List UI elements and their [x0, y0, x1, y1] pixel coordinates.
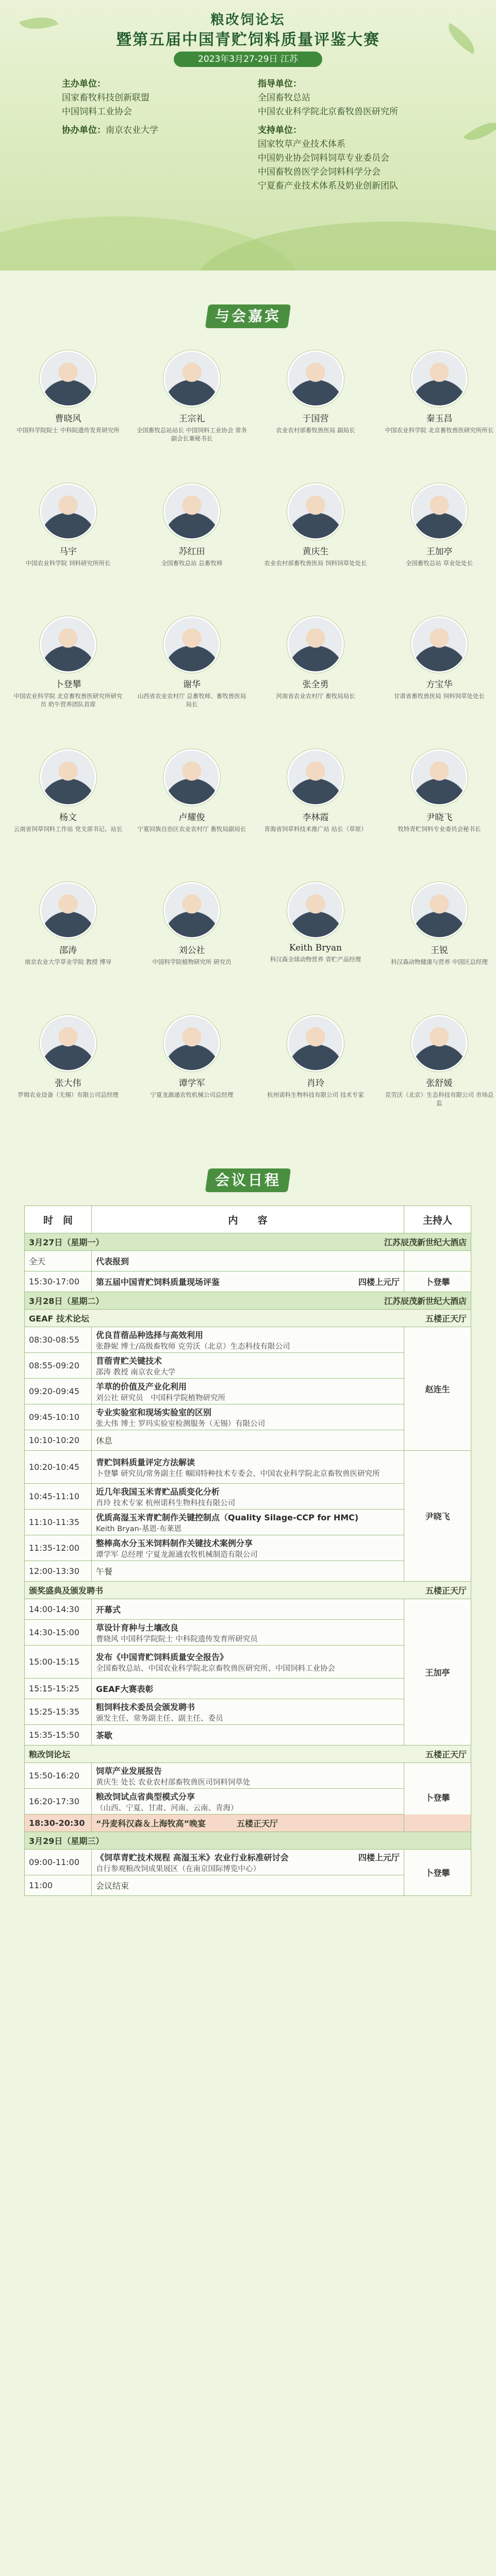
agenda-time: 14:00-14:30	[25, 1599, 92, 1620]
hill-decoration	[196, 222, 496, 270]
avatar	[40, 1015, 96, 1072]
agenda-topic: 茶歇	[96, 1731, 113, 1740]
agenda-content	[92, 1379, 404, 1404]
guest-name: 曹晓风	[55, 414, 81, 424]
guest-name: 卢耀俊	[178, 812, 205, 823]
agenda-host: 卜登攀	[404, 1272, 471, 1292]
avatar	[40, 749, 96, 806]
agenda-topic: “丹麦科汉森＆上海牧高”晚宴	[96, 1819, 206, 1828]
guest-card	[259, 882, 372, 963]
agenda-content	[92, 1646, 404, 1679]
agenda-topic: 苜蓿青贮关键技术	[96, 1355, 162, 1366]
avatar	[163, 749, 220, 806]
avatar	[411, 350, 468, 407]
agenda-time: 全天	[25, 1251, 92, 1272]
agenda-topic: 优质高湿玉米青贮制作关键控制点（Quality Silage-CCP for HMC)	[96, 1512, 359, 1522]
agenda-time: 16:20-17:30	[25, 1789, 92, 1815]
agenda-section-label: 3月29日（星期三）	[29, 1836, 104, 1846]
agenda-topic: 羊草的价值及产业化利用	[96, 1381, 187, 1392]
agenda-speaker: 全国畜牧总站、中国农业科学院北京畜牧兽医研究所、中国饲料工业协会	[96, 1664, 335, 1673]
agenda-time: 10:20-10:45	[25, 1451, 92, 1484]
guest-name: 刘公社	[178, 945, 205, 956]
guest-card	[383, 350, 496, 434]
guest-title: 农业农村部畜牧兽医局 饲料饲草处处长	[264, 560, 367, 567]
agenda-time: 18:30-20:30	[25, 1815, 92, 1832]
agenda-topic: 午餐	[96, 1567, 113, 1577]
guest-name: 张全勇	[302, 680, 329, 690]
agenda-time: 15:30-17:00	[25, 1272, 92, 1292]
guest-name: 张舒媛	[426, 1078, 453, 1089]
agenda-time: 08:30-08:55	[25, 1327, 92, 1353]
header-banner	[0, 0, 496, 270]
agenda-host: 赵连生	[404, 1327, 471, 1451]
agenda-time: 14:30-15:00	[25, 1620, 92, 1646]
agenda-topic: 优良苜蓿品种选择与高效利用	[96, 1330, 204, 1340]
avatar	[40, 350, 96, 407]
guest-title: 云南省饲草饲料工作站 党支部书记、站长	[13, 825, 123, 833]
guest-card	[135, 1015, 249, 1099]
host-label: 主办单位：	[62, 79, 106, 89]
agenda-row	[25, 1310, 471, 1327]
agenda-topic: 发布《中国青贮饲料质量安全报告》	[96, 1652, 228, 1662]
agenda-time: 15:50-16:20	[25, 1763, 92, 1789]
agenda-host: 尹晓飞	[404, 1451, 471, 1582]
agenda-topic: 草设计育种与土壤改良	[96, 1622, 179, 1633]
guest-name: 邵涛	[59, 945, 77, 956]
agenda-speaker: 张大伟 博士 罗玛实验室检测服务（无锡）有限公司	[96, 1419, 266, 1428]
agenda-time: 11:00	[25, 1875, 92, 1896]
agenda-content	[92, 1875, 404, 1896]
guest-title: 河南省农业农村厅 畜牧局局长	[276, 692, 355, 700]
agenda-section-row	[25, 1582, 471, 1599]
agenda-section-row	[25, 1292, 471, 1310]
agenda-topic: 近几年我国玉米青贮品质变化分析	[96, 1486, 220, 1497]
avatar	[40, 483, 96, 540]
support-org: 宁夏畜产业技术体系及奶业创新团队	[258, 181, 398, 191]
agenda-time: 10:45-11:10	[25, 1484, 92, 1510]
avatar	[287, 1015, 344, 1072]
agenda-venue: 江苏辰茂新世纪大酒店	[384, 1238, 467, 1247]
agenda-venue: 五楼正天厅	[425, 1750, 467, 1759]
guest-card	[383, 749, 496, 833]
guest-card	[383, 1015, 496, 1107]
agenda-topic: 整棒高水分玉米饲料制作关键技术案例分享	[96, 1538, 253, 1548]
guide-org: 中国农业科学院北京畜牧兽医研究所	[258, 107, 398, 117]
guests-section-title: 与会嘉宾	[196, 301, 300, 331]
agenda-row	[25, 1582, 471, 1599]
agenda-speaker: 曹晓风 中国科学院院士 中科院遗传发育所研究员	[96, 1635, 258, 1643]
agenda-section-row	[25, 1745, 471, 1763]
event-date: 2023年3月27-29日 江苏	[174, 52, 322, 67]
guest-card	[11, 483, 125, 567]
agenda-section-row	[25, 1233, 471, 1251]
guest-title: 宁夏回族自治区农业农村厅 畜牧局副局长	[137, 825, 246, 833]
agenda-row	[25, 1763, 471, 1789]
guest-card	[259, 749, 372, 833]
agenda-content	[92, 1599, 404, 1620]
agenda-speaker: 刘公社 研究员 中国科学院植物研究所	[96, 1394, 226, 1402]
guest-name: 肖玲	[307, 1078, 324, 1089]
agenda-speaker: （山西、宁夏、甘肃、河南、云南、青海）	[96, 1804, 238, 1812]
agenda-content	[92, 1251, 404, 1272]
agenda-header-host: 主持人	[404, 1206, 471, 1233]
agenda-venue: 五楼正天厅	[425, 1314, 467, 1324]
avatar	[287, 616, 344, 673]
agenda-topic: 会议结束	[96, 1881, 129, 1891]
guest-name: 张大伟	[55, 1078, 81, 1089]
guest-name: 王宗礼	[178, 414, 205, 424]
avatar	[163, 882, 220, 939]
agenda-content	[92, 1763, 404, 1789]
guest-card	[135, 882, 249, 966]
avatar	[411, 882, 468, 939]
guest-name: 于国营	[302, 414, 329, 424]
guide-org: 全国畜牧总站	[258, 93, 310, 103]
agenda-host: 卜登攀	[404, 1850, 471, 1896]
agenda-time: 12:00-13:30	[25, 1561, 92, 1582]
guest-card	[11, 882, 125, 966]
agenda-time: 11:35-12:00	[25, 1535, 92, 1561]
agenda-topic: 专业实验室和现场实验室的区别	[96, 1407, 212, 1417]
guest-name: 李林霞	[302, 812, 329, 823]
agenda-content	[92, 1725, 404, 1745]
host-org: 中国饲料工业协会	[62, 107, 132, 117]
guest-card	[135, 616, 249, 708]
agenda-content	[92, 1699, 404, 1725]
agenda-section-row	[25, 1310, 471, 1327]
guest-card	[259, 483, 372, 567]
agenda-topic: 代表报到	[96, 1257, 129, 1266]
agenda-content	[92, 1272, 404, 1292]
agenda-venue: 江苏辰茂新世纪大酒店	[384, 1296, 467, 1306]
guest-title: 中国农业科学院 北京畜牧兽医研究所所长	[385, 427, 494, 434]
agenda-venue: 四楼上元厅	[358, 1852, 400, 1862]
guest-title: 甘肃省畜牧兽医局 饲料饲草处处长	[393, 692, 485, 700]
agenda-host	[404, 1251, 471, 1272]
support-org: 国家牧草产业技术体系	[258, 139, 345, 149]
guest-title: 克劳沃（北京）生态科技有限公司 市场总监	[385, 1091, 494, 1107]
guest-title: 青海省饲草料技术推广站 站长（草原）	[264, 825, 367, 833]
avatar	[411, 1015, 468, 1072]
agenda-row	[25, 1233, 471, 1251]
guest-title: 科汉森动物健康与营养 中国区总经理	[391, 958, 488, 965]
avatar	[163, 616, 220, 673]
agenda-speaker: 谭学军 总经理 宁夏龙源通农牧机械制造有限公司	[96, 1550, 258, 1559]
guest-title: 宁夏龙源通农牧机械公司总经理	[150, 1091, 234, 1098]
agenda-topic: 粮改饲试点省典型模式分享	[96, 1791, 195, 1802]
guest-title: 中国科学院植物研究所 研究员	[152, 958, 232, 965]
guest-title: 中国农业科学院 饲料研究所所长	[25, 560, 111, 567]
agenda-speaker: 自行参观粮改饲成果展区（在南京国际博览中心）	[96, 1865, 260, 1873]
agenda-content	[92, 1850, 404, 1875]
agenda-row	[25, 1599, 471, 1620]
guest-name: 马宇	[59, 547, 77, 557]
guest-name: 卜登攀	[55, 680, 81, 690]
guest-name: 黄庆生	[302, 547, 329, 557]
agenda-speaker: 黄庆生 处长 农业农村部畜牧兽医司饲料饲草处	[96, 1778, 251, 1787]
avatar	[163, 350, 220, 407]
guest-card	[259, 350, 372, 434]
agenda-venue: 四楼上元厅	[358, 1277, 400, 1287]
agenda-speaker: 邵涛 教授 南京农业大学	[96, 1368, 176, 1377]
guest-title: 全国畜牧总站 草业处处长	[405, 560, 473, 567]
avatar	[287, 882, 344, 939]
agenda-section-label: 颁奖盛典及颁发聘书	[29, 1586, 104, 1596]
agenda-section-label: 粮改饲论坛	[29, 1750, 71, 1759]
guest-card	[11, 350, 125, 434]
guest-card	[259, 1015, 372, 1099]
avatar	[411, 749, 468, 806]
agenda-row	[25, 1745, 471, 1763]
agenda-content	[92, 1404, 404, 1430]
guest-card	[11, 616, 125, 708]
guest-name: 王加亭	[426, 547, 453, 557]
agenda-section-row	[25, 1832, 471, 1850]
agenda-section-label: GEAF 技术论坛	[29, 1314, 89, 1324]
guest-card	[11, 749, 125, 833]
agenda-content	[92, 1484, 404, 1510]
agenda-speaker: 张静妮 博士/高级畜牧师 克劳沃（北京）生态科技有限公司	[96, 1342, 290, 1351]
agenda-row	[25, 1251, 471, 1272]
agenda-table	[24, 1206, 471, 1896]
agenda-time: 15:35-15:50	[25, 1725, 92, 1745]
avatar	[40, 616, 96, 673]
agenda-topic: GEAF大赛表彰	[96, 1684, 154, 1694]
agenda-time: 15:15-15:25	[25, 1679, 92, 1699]
agenda-content	[92, 1451, 404, 1484]
agenda-row	[25, 1292, 471, 1310]
agenda-topic: 休息	[96, 1436, 113, 1446]
agenda-content	[92, 1620, 404, 1646]
agenda-header-time: 时 间	[25, 1206, 92, 1233]
agenda-venue: 五楼正天厅	[425, 1586, 467, 1596]
avatar	[163, 483, 220, 540]
support-organizers	[258, 124, 398, 193]
guest-card	[11, 1015, 125, 1099]
avatar	[287, 749, 344, 806]
guest-card	[135, 350, 249, 443]
agenda-row	[25, 1451, 471, 1484]
guest-name: 谭学军	[178, 1078, 205, 1089]
guest-name: 谢华	[183, 680, 201, 690]
agenda-row	[25, 1815, 471, 1832]
avatar	[411, 483, 468, 540]
guest-title: 农业农村部畜牧兽医局 副局长	[276, 427, 355, 434]
guest-title: 牧特青贮饲料专业委员会秘书长	[398, 825, 481, 833]
agenda-topic: 粗饲料技术委员会颁发聘书	[96, 1702, 195, 1712]
guest-name: 杨文	[59, 812, 77, 823]
agenda-host: 卜登攀	[404, 1763, 471, 1832]
guest-title: 山西省农业农村厅 总畜牧师、畜牧兽医局局长	[137, 692, 246, 708]
guest-name: Keith Bryan	[289, 943, 342, 953]
agenda-topic: 青贮饲料质量评定方法解读	[96, 1457, 195, 1467]
agenda-header-content: 内 容	[92, 1206, 404, 1233]
guest-title: 罗姆农业设备（无锡）有限公司总经理	[18, 1091, 119, 1098]
agenda-time: 15:00-15:15	[25, 1646, 92, 1679]
agenda-content	[92, 1353, 404, 1379]
agenda-content	[92, 1535, 404, 1561]
guest-title: 南京农业大学草业学院 教授 博导	[24, 958, 112, 965]
agenda-content	[92, 1815, 471, 1832]
guest-name: 方宝华	[426, 680, 453, 690]
guest-name: 王锐	[431, 945, 448, 956]
agenda-topic: 开幕式	[96, 1605, 121, 1615]
agenda-time: 11:10-11:35	[25, 1510, 92, 1535]
guest-name: 尹晓飞	[426, 812, 453, 823]
agenda-speaker: 肖玲 技术专家 杭州诺科生物科技有限公司	[96, 1499, 236, 1507]
guest-name: 秦玉昌	[426, 414, 453, 424]
guest-card	[383, 882, 496, 966]
event-title-line1: 粮改饲论坛	[210, 12, 286, 28]
avatar	[287, 350, 344, 407]
agenda-content	[92, 1679, 404, 1699]
support-org: 中国奶业协会饲料饲草专业委员会	[258, 153, 389, 163]
guest-card	[383, 616, 496, 700]
avatar	[163, 1015, 220, 1072]
guide-label: 指导单位：	[258, 79, 302, 89]
host-org: 国家畜牧科技创新联盟	[62, 93, 150, 103]
co-label: 协办单位：	[62, 125, 106, 135]
agenda-speaker: Keith Bryan-基恩·布莱恩	[96, 1524, 182, 1533]
co-org: 南京农业大学	[106, 125, 158, 135]
agenda-section-label: 3月27日（星期一）	[29, 1238, 104, 1247]
agenda-topic: 《饲草青贮技术规程 高湿玉米》农业行业标准研讨会 四楼上元厅	[96, 1851, 400, 1863]
guide-organizers	[258, 77, 398, 119]
agenda-topic: 第五届中国青贮饲料质量现场评鉴 四楼上元厅	[96, 1276, 400, 1287]
guest-title: 全国畜牧总站站长 中国饲料工业协会 常务副会长兼秘书长	[136, 427, 247, 442]
agenda-row	[25, 1327, 471, 1353]
leaf-icon	[464, 114, 496, 149]
agenda-content	[92, 1510, 404, 1535]
host-organizers	[62, 77, 150, 119]
guest-card	[259, 616, 372, 700]
agenda-content	[92, 1327, 404, 1353]
guest-name: 苏红田	[178, 547, 205, 557]
agenda-content	[92, 1789, 404, 1815]
avatar	[287, 483, 344, 540]
agenda-time: 09:45-10:10	[25, 1404, 92, 1430]
agenda-time: 09:00-11:00	[25, 1850, 92, 1875]
agenda-row	[25, 1272, 471, 1292]
guest-title: 全国畜牧总站 总畜牧师	[161, 560, 223, 567]
agenda-speaker: 颁发主任、常务副主任、副主任、委员	[96, 1714, 223, 1723]
support-org: 中国畜牧兽医学会饲料科学分会	[258, 167, 381, 177]
agenda-section-title: 会议日程	[196, 1165, 300, 1195]
agenda-time: 15:25-15:35	[25, 1699, 92, 1725]
agenda-section-label: 3月28日（星期二）	[29, 1296, 104, 1306]
avatar	[40, 882, 96, 939]
agenda-time: 10:10-10:20	[25, 1430, 92, 1451]
guest-title: 科汉森全球动物营养 青贮产品经理	[270, 956, 361, 963]
agenda-content	[92, 1430, 404, 1451]
co-organizers	[62, 124, 158, 138]
agenda-topic: 饲草产业发展报告	[96, 1766, 162, 1776]
agenda-row	[25, 1850, 471, 1875]
avatar	[411, 616, 468, 673]
agenda-host: 王加亭	[404, 1599, 471, 1745]
agenda-row	[25, 1832, 471, 1850]
agenda-content	[92, 1561, 404, 1582]
guest-title: 杭州诺科生物科技有限公司 技术专家	[267, 1091, 364, 1098]
guest-title: 中国科学院院士 中科院遗传发育研究所	[16, 427, 120, 434]
agenda-time: 08:55-09:20	[25, 1353, 92, 1379]
guest-title: 中国农业科学院 北京畜牧兽医研究所研究员 奶牛营养团队首席	[13, 692, 123, 708]
agenda-venue: 五楼正天厅	[237, 1819, 278, 1828]
guest-card	[135, 483, 249, 567]
guest-card	[383, 483, 496, 567]
agenda-time: 09:20-09:45	[25, 1379, 92, 1404]
agenda-speaker: 卜登攀 研究员/常务副主任 帼国特种技术专委会、中国农业科学院北京畜牧兽医研究所	[96, 1469, 380, 1478]
event-title-line2: 暨第五届中国青贮饲料质量评鉴大赛	[116, 31, 380, 49]
support-label: 支持单位：	[258, 125, 302, 135]
guest-card	[135, 749, 249, 833]
